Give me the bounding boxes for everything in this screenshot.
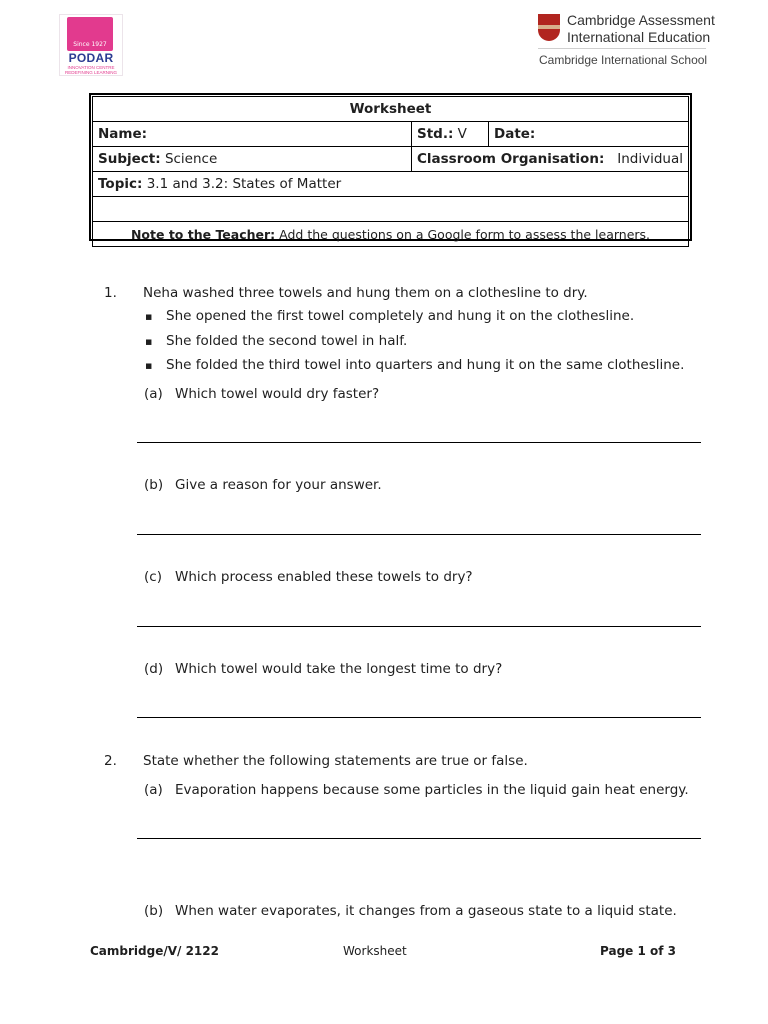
cambridge-school: Cambridge International School [539,53,708,67]
q1b-text: Give a reason for your answer. [175,477,382,493]
footer-code: Cambridge/V/ 2122 [90,944,219,958]
q2b-label: (b) [144,903,164,919]
q1b-label: (b) [144,477,164,493]
tree-icon [67,17,113,51]
q1a-text: Which towel would dry faster? [175,386,380,402]
q1-number: 1. [104,285,117,301]
date-cell[interactable]: Date: [489,122,689,147]
std-cell: Std.: V [412,122,489,147]
bullet-icon: ▪ [145,310,153,323]
q1-bullet-2: She folded the second towel in half. [166,333,408,349]
cambridge-divider [538,48,706,49]
bullet-icon: ▪ [145,335,153,348]
podar-logo [59,14,123,76]
q2-number: 2. [104,753,117,769]
answer-line-q1a[interactable] [137,442,701,443]
classroom-org-cell: Classroom Organisation: Individual [412,147,689,172]
cambridge-line-2: International Education [567,29,711,45]
cambridge-shield-icon [538,14,560,41]
topic-cell: Topic: 3.1 and 3.2: States of Matter [93,172,689,197]
q1c-label: (c) [144,569,162,585]
logo-tagline: INNOVATION CENTRE REDEFINING LEARNING [64,65,117,75]
q1-bullet-1: She opened the first towel completely and hung it on the clothesline. [166,308,635,324]
q1c-text: Which process enabled these towels to dry? [175,569,473,585]
answer-line-q1c[interactable] [137,626,701,627]
logo-since: Since 1927 [73,41,107,48]
q2a-label: (a) [144,782,163,798]
worksheet-title: Worksheet [93,97,689,122]
footer-title: Worksheet [343,944,407,958]
q2b-text: When water evaporates, it changes from a gaseous state to a liquid state. [175,903,677,919]
answer-line-q1d[interactable] [137,717,701,718]
worksheet-header-table [89,93,692,241]
q1a-label: (a) [144,386,163,402]
cambridge-line-1: Cambridge Assessment [567,12,715,28]
answer-line-q1b[interactable] [137,534,701,535]
subject-cell: Subject: Science [93,147,412,172]
answer-line-q2a[interactable] [137,838,701,839]
footer-page-number: Page 1 of 3 [600,944,676,958]
logo-name: PODAR [68,51,114,65]
q1-text: Neha washed three towels and hung them on a clothesline to dry. [143,285,588,301]
q2a-text: Evaporation happens because some particles in the liquid gain heat energy. [175,782,689,798]
q2-text: State whether the following statements are true or false. [143,753,528,769]
bullet-icon: ▪ [145,359,153,372]
teacher-note: Note to the Teacher: Add the questions on a Google form to assess the learners. [93,222,689,247]
name-cell[interactable]: Name: [93,122,412,147]
q1d-label: (d) [144,661,164,677]
empty-row [93,197,689,222]
q1d-text: Which towel would take the longest time to dry? [175,661,503,677]
q1-bullet-3: She folded the third towel into quarters and hung it on the same clothesline. [166,357,685,373]
